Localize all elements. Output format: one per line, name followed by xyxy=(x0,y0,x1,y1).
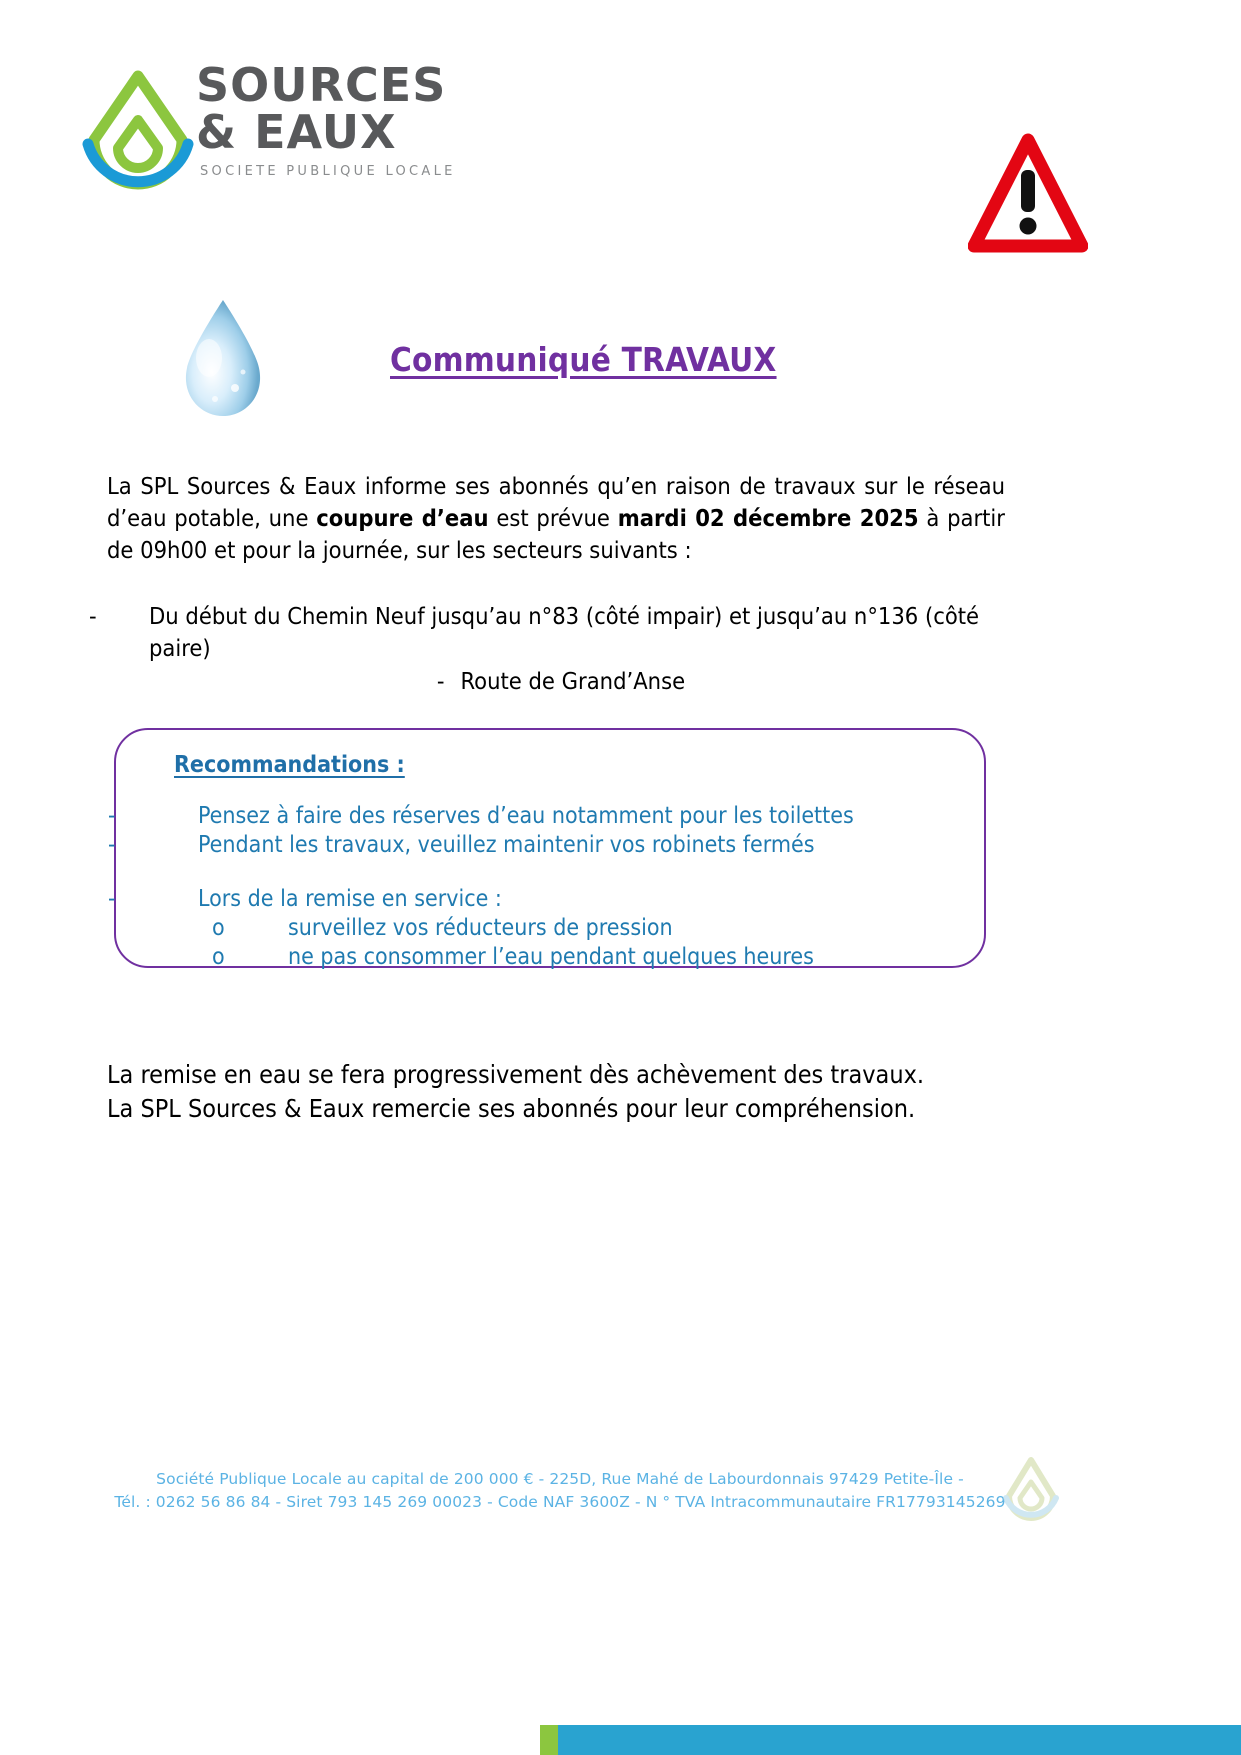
footer-line-1: Société Publique Locale au capital de 200 000 € - 225D, Rue Mahé de Labourdonnais 97429 Petite-Île - xyxy=(156,1470,964,1488)
recommendation-label: Lors de la remise en service : xyxy=(198,886,502,912)
sub-list-item xyxy=(138,943,958,971)
recommendation-label: Pendant les travaux, veuillez maintenir vos robinets fermés xyxy=(198,832,815,858)
footer-watermark-logo-icon xyxy=(1001,1452,1061,1527)
footer-bar-green xyxy=(540,1725,558,1755)
page-title: Communiqué TRAVAUX xyxy=(390,340,777,379)
bullet-dash: - xyxy=(108,803,116,829)
water-drop-logo-icon xyxy=(78,62,198,192)
sub-recommendation-label: ne pas consommer l’eau pendant quelques heures xyxy=(288,944,814,970)
footer-line-2: Tél. : 0262 56 86 84 - Siret 793 145 269 00023 - Code NAF 3600Z - N ° TVA Intracommunautaire FR17793145269 xyxy=(114,1493,1006,1511)
intro-paragraph xyxy=(107,470,1005,566)
logo-line-2: & EAUX xyxy=(196,104,397,159)
recommendations-title: Recommandations : xyxy=(174,752,405,778)
recommendations-list xyxy=(108,802,958,971)
logo-wordmark xyxy=(196,58,456,179)
closing-line-1: La remise en eau se fera progressivement dès achèvement des travaux. xyxy=(107,1060,925,1089)
recommendation-label: Pensez à faire des réserves d’eau notamment pour les toilettes xyxy=(198,803,854,829)
sector-list xyxy=(89,600,1005,697)
water-droplet-image xyxy=(175,296,271,421)
footer-legal-text xyxy=(0,1468,1120,1514)
logo-line-1: SOURCES xyxy=(196,58,447,112)
intro-part-1: La SPL Sources & Eaux informe ses abonnés qu’en raison de travaux sur le réseau d’eau potable, une xyxy=(107,472,1005,532)
list-item xyxy=(108,885,958,913)
footer-color-bar xyxy=(0,1725,1241,1755)
list-item xyxy=(107,665,1005,697)
intro-part-2: est prévue xyxy=(488,504,618,532)
closing-line-2: La SPL Sources & Eaux remercie ses abonnés pour leur compréhension. xyxy=(107,1094,916,1123)
logo-tagline: SOCIETE PUBLIQUE LOCALE xyxy=(200,163,456,179)
footer-bar-blank xyxy=(0,1725,540,1755)
sub-list-item xyxy=(138,914,958,942)
list-item xyxy=(89,600,1005,664)
bullet-dash: - xyxy=(108,832,116,858)
intro-part-3: à partir de 09h00 et pour la journée, sur les secteurs suivants : xyxy=(107,504,1005,564)
recommendations-box xyxy=(108,728,986,970)
sub-recommendation-label: surveillez vos réducteurs de pression xyxy=(288,915,673,941)
bullet-circle: o xyxy=(212,915,225,941)
closing-paragraph xyxy=(107,1058,1007,1126)
bullet-dash: - xyxy=(108,886,116,912)
footer-bar-blue xyxy=(558,1725,1241,1755)
list-item xyxy=(108,831,958,859)
intro-bold-coupure: coupure d’eau xyxy=(316,504,489,532)
sector-item-label: Du début du Chemin Neuf jusqu’au n°83 (côté impair) et jusqu’au n°136 (côté paire) xyxy=(149,602,980,662)
warning-triangle-icon xyxy=(968,132,1088,257)
intro-bold-date: mardi 02 décembre 2025 xyxy=(617,504,919,532)
list-item xyxy=(108,802,958,830)
company-logo xyxy=(78,58,498,198)
bullet-circle: o xyxy=(212,944,225,970)
sector-item-label: Route de Grand’Anse xyxy=(460,667,686,695)
bullet-dash: - xyxy=(436,667,445,695)
list-spacer xyxy=(138,860,958,885)
bullet-dash: - xyxy=(89,602,97,630)
